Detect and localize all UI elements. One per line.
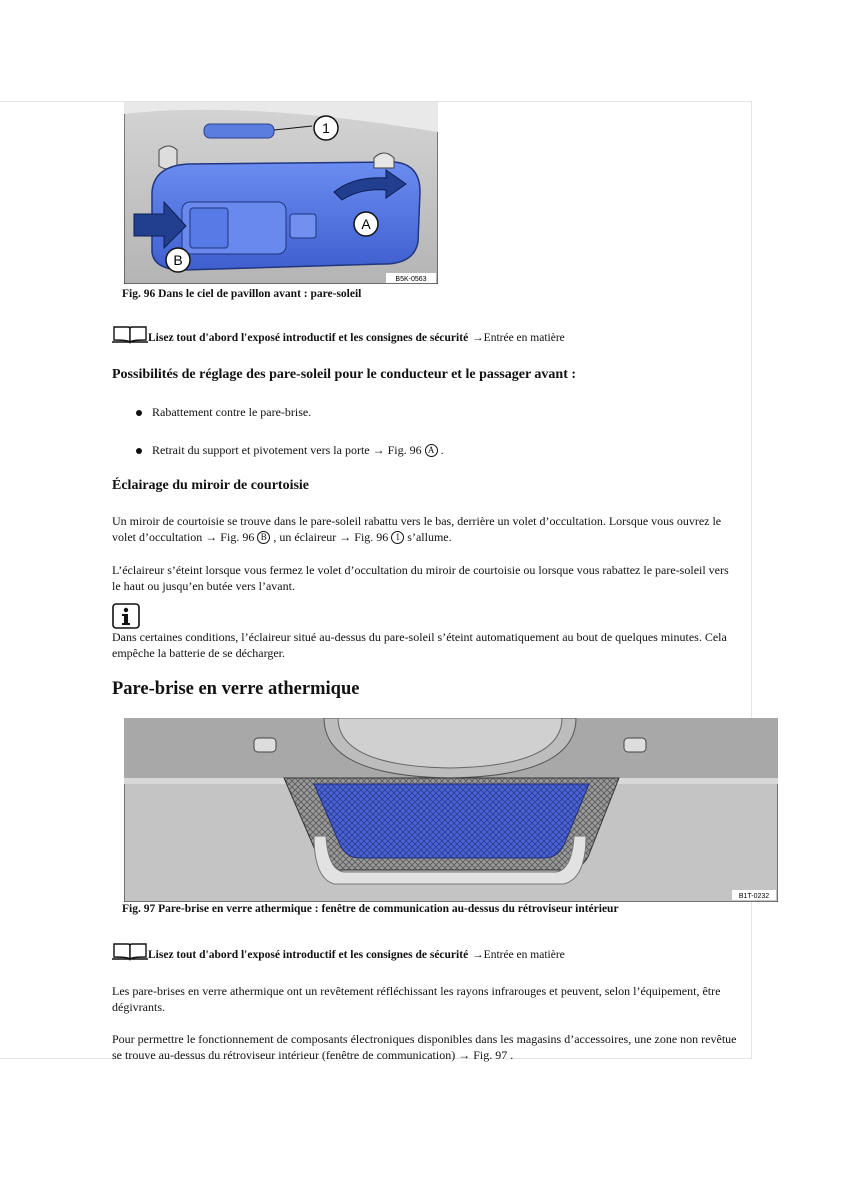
section-heading-windshield: Pare-brise en verre athermique — [112, 679, 360, 699]
paragraph-windshield-1: Les pare-brises en verre athermique ont un revêtement réfléchissant les rayons infrarouges et peuvent, selon l’équipement, être dégivrants. — [112, 984, 721, 1014]
list-item-tail: . — [437, 443, 444, 457]
callout-ref-b: B — [257, 531, 270, 544]
notice-bold-text: Lisez tout d'abord l'exposé introductif et les consignes de sécurité — [148, 332, 469, 344]
section-heading-mirror: Éclairage du miroir de courtoisie — [112, 478, 310, 493]
notice-arrow: → — [472, 949, 484, 961]
notice-arrow: → — [472, 332, 484, 344]
fig-ref-link[interactable]: , un éclaireur → Fig. 96 — [270, 529, 389, 544]
notice-link[interactable]: Entrée en matière — [483, 332, 565, 344]
fig96-callout-b: B — [173, 252, 183, 268]
fig97-caption: Fig. 97 Pare-brise en verre athermique : fenêtre de communication au-dessus du rétroviseur intérieur — [122, 903, 619, 915]
bullet-icon — [136, 448, 142, 454]
info-note: Dans certaines conditions, l’éclaireur situé au-dessus du pare-soleil s’éteint automatiquement au bout de quelques minutes. Cela empêche la batterie de se décharger. — [112, 630, 727, 660]
fig96-illustration — [124, 102, 438, 284]
book-icon — [112, 941, 148, 961]
paragraph-tail: s’allume. — [404, 529, 452, 544]
fig-ref-link[interactable]: volet d’occultation → Fig. 96 — [112, 529, 255, 544]
paragraph-mirror-1 — [112, 514, 740, 545]
paragraph-mirror-2: L’éclaireur s’éteint lorsque vous fermez le volet d’occultation du miroir de courtoisie ou lorsque vous rabattez le pare-soleil vers le haut ou jusqu’en butée vers l’avant. — [112, 563, 729, 593]
list-item-text: Rabattement contre le pare-brise. — [152, 405, 312, 419]
list-item-text[interactable]: Retrait du support et pivotement vers la porte → Fig. 96 — [152, 443, 422, 457]
bullet-icon — [136, 410, 142, 416]
callout-ref-a: A — [425, 444, 438, 457]
paragraph-windshield-2: Pour permettre le fonctionnement de composants électroniques disponibles dans les magasins d’accessoires, une zone non revêtue se trouve au-dessus du rétroviseur intérieur (fenêtre de communication) → Fig. 97 . — [112, 1032, 737, 1062]
notice-bold-text: Lisez tout d'abord l'exposé introductif et les consignes de sécurité — [148, 949, 469, 961]
fig97-code: B1T-0232 — [738, 893, 770, 900]
fig97-illustration — [124, 718, 778, 902]
safety-notice-1 — [112, 324, 565, 344]
fig96-code: B5K-0563 — [395, 276, 427, 283]
callout-ref-1: 1 — [391, 531, 404, 544]
fig96-callout-a: A — [361, 216, 371, 232]
book-icon — [112, 324, 148, 344]
safety-notice-2 — [112, 941, 565, 961]
fig96-callout-1: 1 — [322, 120, 330, 136]
section-heading-adjust: Possibilités de réglage des pare-soleil pour le conducteur et le passager avant : — [112, 367, 577, 382]
list-item — [152, 443, 444, 458]
notice-link[interactable]: Entrée en matière — [483, 949, 565, 961]
paragraph-line: Un miroir de courtoisie se trouve dans le pare-soleil rabattu vers le bas, derrière un volet d’occultation. Lorsque vous ouvrez le — [112, 514, 722, 528]
info-icon — [112, 603, 140, 629]
fig96-caption: Fig. 96 Dans le ciel de pavillon avant : pare-soleil — [122, 288, 362, 300]
list-item — [152, 405, 311, 420]
